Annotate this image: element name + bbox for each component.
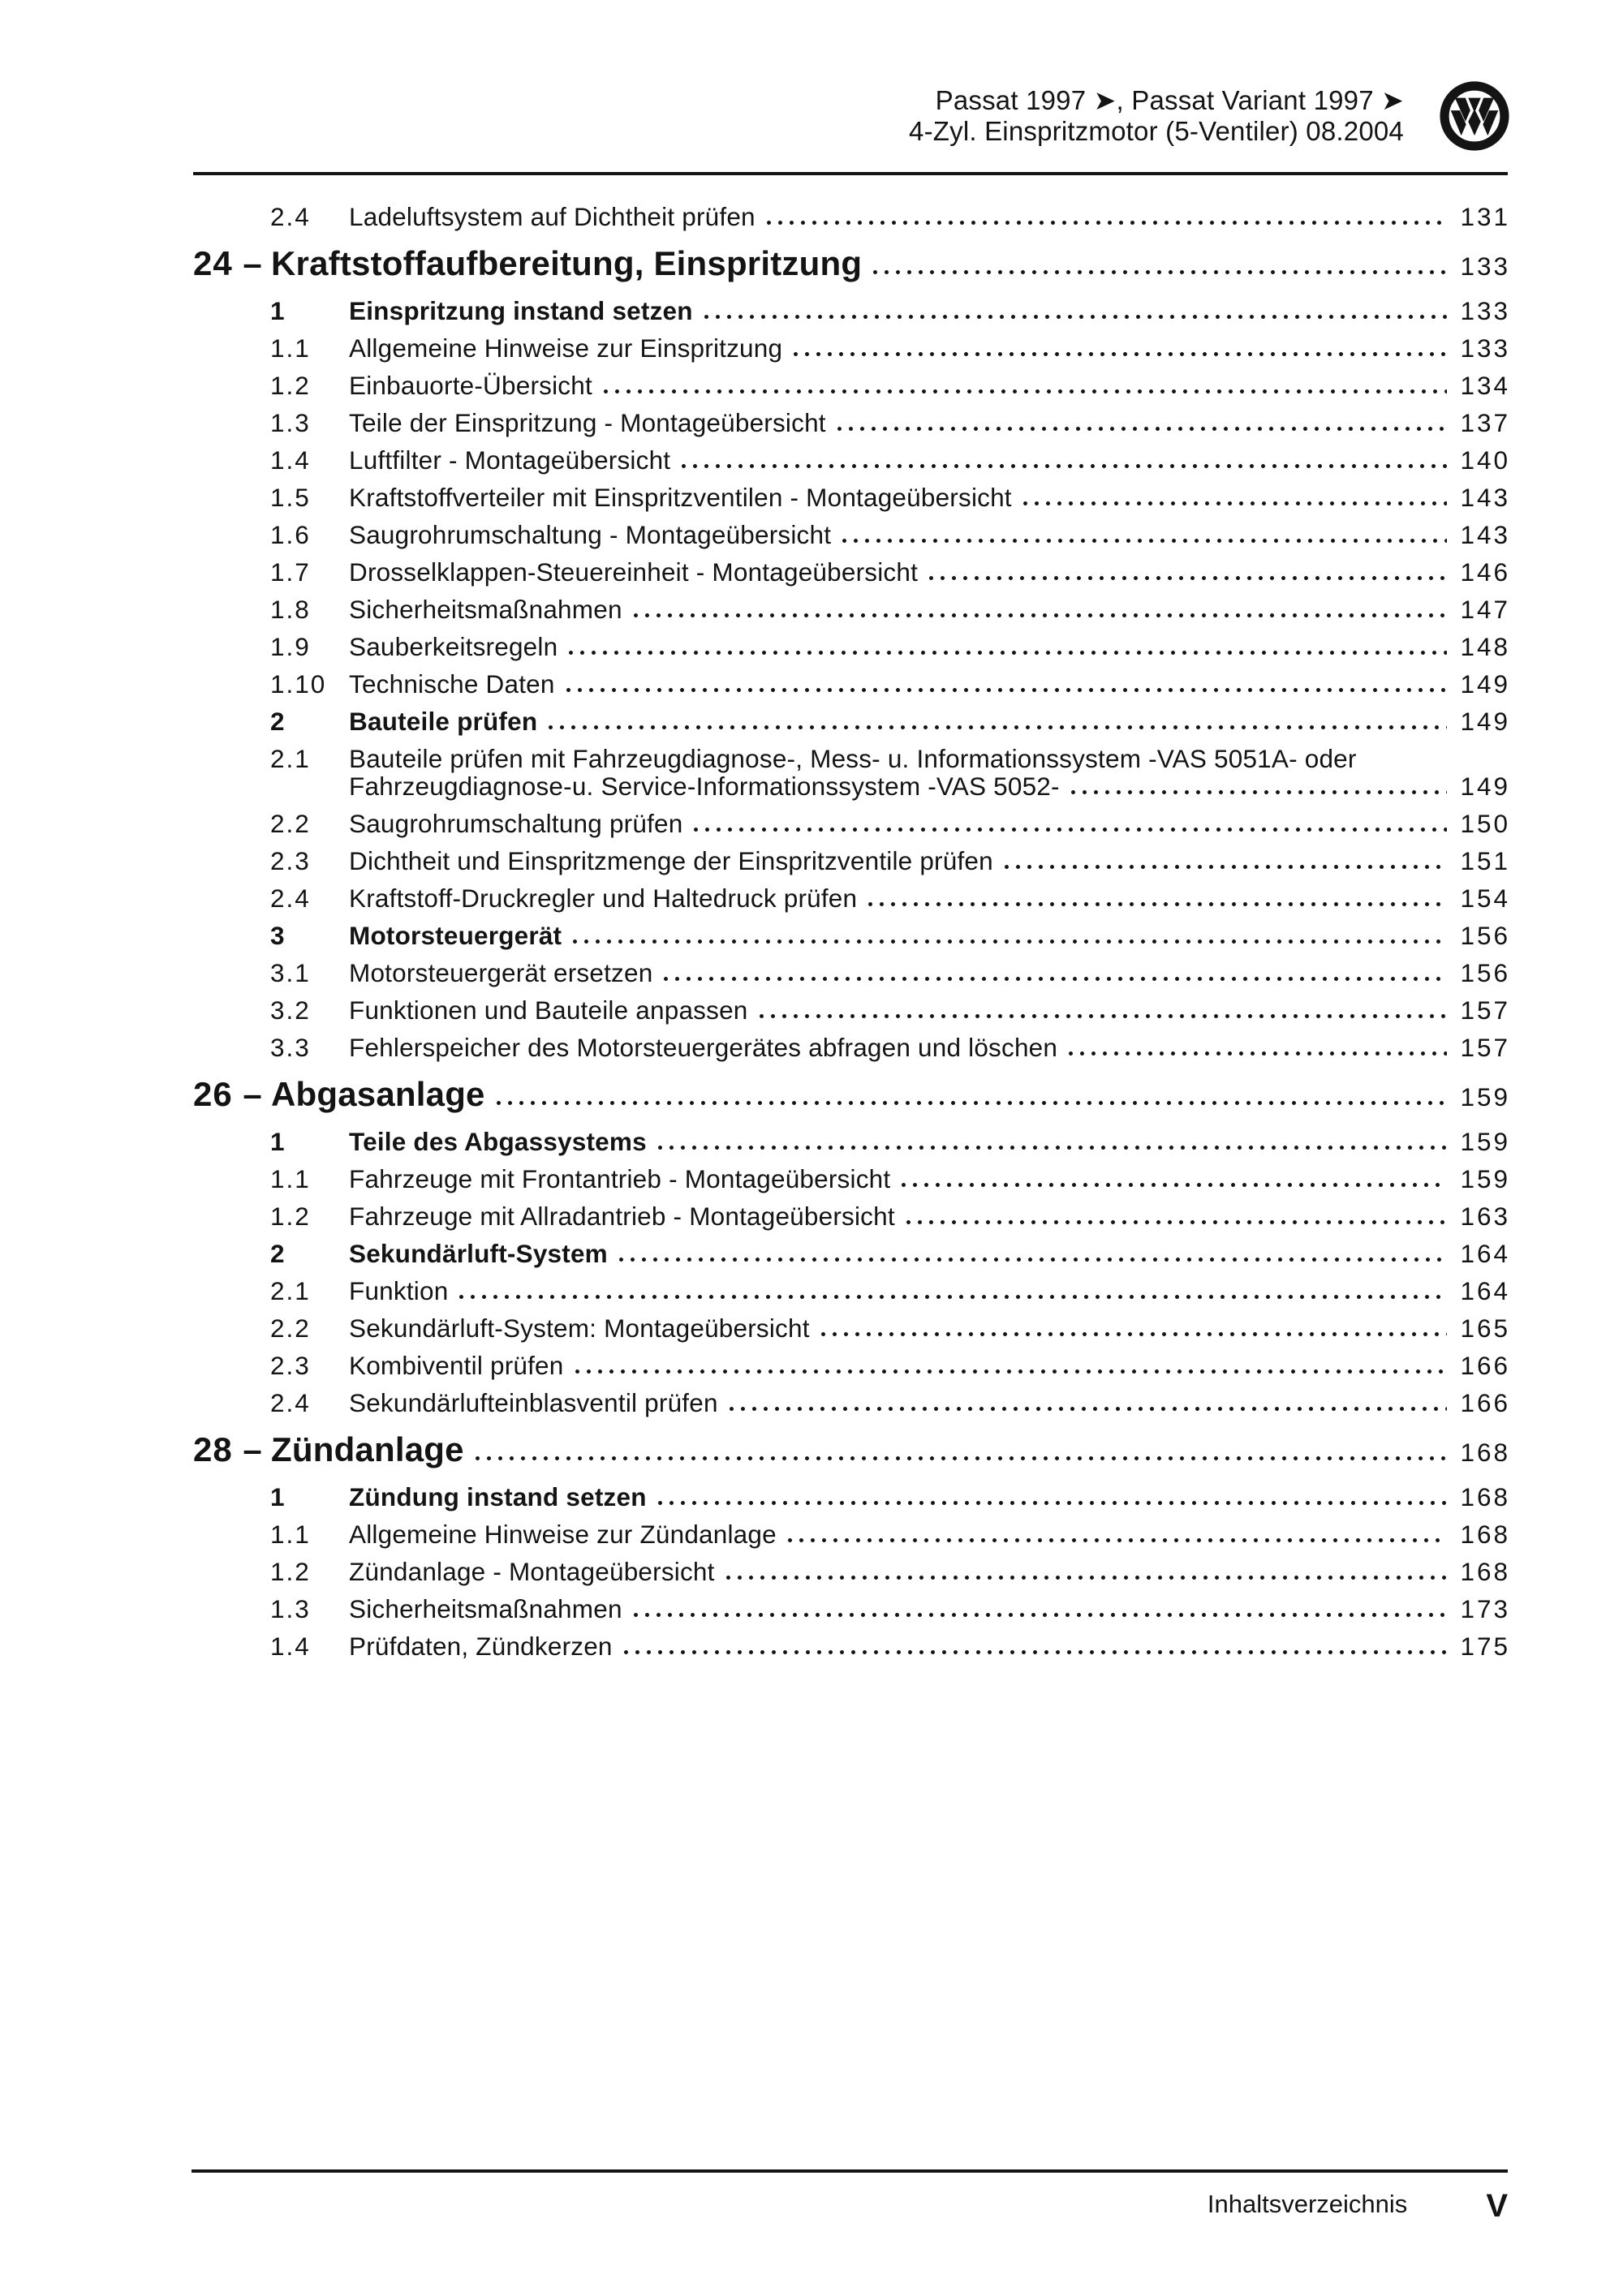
- toc-entry-number: 1: [270, 1482, 286, 1511]
- toc-entry[interactable]: [193, 1314, 1508, 1342]
- dot-leader: [694, 827, 1447, 832]
- toc-entry-number: 2.4: [270, 884, 311, 913]
- toc-entry[interactable]: [193, 372, 1508, 399]
- toc-entry[interactable]: [193, 633, 1508, 660]
- toc-entry-number: 1.4: [270, 445, 311, 475]
- toc-entry-number: 1.2: [270, 371, 311, 400]
- toc-entry-title: Sekundärluft-System: Montageübersicht: [349, 1314, 810, 1343]
- toc-entry-title: Motorsteuergerät ersetzen: [349, 958, 653, 987]
- toc-entry-body: [271, 1431, 1508, 1471]
- toc-entry-page: 133: [1460, 252, 1510, 281]
- page-footer: [192, 2169, 1508, 2224]
- dot-leader: [459, 1294, 1447, 1300]
- toc-entry-page: 168: [1460, 1438, 1510, 1467]
- toc-entry[interactable]: [193, 1165, 1508, 1193]
- toc-entry[interactable]: [193, 1595, 1508, 1623]
- dot-leader: [476, 1455, 1448, 1461]
- toc-entry-page: 143: [1460, 483, 1510, 512]
- dot-leader: [837, 426, 1448, 432]
- toc-entry-number: 1.2: [270, 1557, 311, 1586]
- toc-entry-title: Sicherheitsmaßnahmen: [349, 1594, 622, 1623]
- toc-entry-number: 1.9: [270, 632, 311, 661]
- toc-entry-page: 137: [1460, 408, 1510, 437]
- toc-entry-title: Fahrzeuge mit Frontantrieb - Montageübersicht: [349, 1164, 891, 1193]
- toc-entry-page: 143: [1460, 520, 1510, 549]
- toc-entry-body: [349, 922, 1508, 949]
- header-title: [909, 85, 1404, 147]
- dot-leader: [760, 1013, 1448, 1019]
- toc-entry-number: 3.1: [270, 958, 311, 987]
- toc-entry[interactable]: [193, 334, 1508, 362]
- toc-entry-page: 134: [1460, 371, 1510, 400]
- toc-entry-body: [349, 297, 1508, 325]
- toc-entry-body: [349, 670, 1508, 698]
- toc-entry-body: [349, 1240, 1508, 1267]
- toc-entry-title: Einbauorte-Übersicht: [349, 371, 592, 400]
- toc-entry-title: Dichtheit und Einspritzmenge der Einspritzventile prüfen: [349, 846, 993, 875]
- toc-entry-body: [349, 558, 1508, 586]
- toc-entry-page: 151: [1460, 846, 1510, 875]
- dot-leader: [873, 269, 1447, 275]
- toc-entry[interactable]: [193, 884, 1508, 912]
- toc-entry-body: [349, 1202, 1508, 1230]
- toc-entry-page: 159: [1460, 1164, 1510, 1193]
- toc-entry-number: 3.2: [270, 995, 311, 1025]
- dot-leader: [1023, 501, 1448, 506]
- toc-entry-number: 26 –: [193, 1075, 263, 1113]
- toc-entry[interactable]: [193, 1076, 1508, 1116]
- toc-entry-page: 164: [1460, 1239, 1510, 1268]
- toc-entry-title: Motorsteuergerät: [349, 921, 562, 950]
- toc-entry-number: 1.8: [270, 595, 311, 624]
- toc-entry[interactable]: [193, 1431, 1508, 1471]
- toc-entry-number: 2.2: [270, 809, 311, 838]
- toc-entry-number: 1.1: [270, 1520, 311, 1549]
- footer-label: Inhaltsverzeichnis: [1207, 2190, 1408, 2218]
- toc-entry-page: 166: [1460, 1351, 1510, 1380]
- footer-rule: [192, 2169, 1508, 2173]
- toc-entry-page: 168: [1460, 1557, 1510, 1586]
- dot-leader: [868, 901, 1447, 907]
- toc-entry-body: [349, 1352, 1508, 1379]
- dot-leader: [573, 939, 1447, 944]
- toc-entry-title: Abgasanlage: [271, 1075, 485, 1113]
- dot-leader: [929, 575, 1447, 581]
- toc-entry[interactable]: [193, 1034, 1508, 1061]
- toc-entry-title: Sekundärlufteinblasventil prüfen: [349, 1388, 718, 1417]
- dot-leader: [619, 1257, 1448, 1262]
- dot-leader: [604, 389, 1448, 394]
- dot-leader: [730, 1406, 1448, 1412]
- toc-entry-title: Teile der Einspritzung - Montageübersicht: [349, 408, 826, 437]
- toc-entry-title: Sekundärluft-System: [349, 1239, 608, 1268]
- dot-leader: [634, 1612, 1448, 1618]
- dot-leader: [658, 1500, 1448, 1506]
- toc-entry-page: 173: [1460, 1594, 1510, 1623]
- toc-entry-number: 1.6: [270, 520, 311, 549]
- toc-entry-title: Fahrzeuge mit Allradantrieb - Montageübersicht: [349, 1202, 895, 1231]
- dot-leader: [566, 687, 1448, 693]
- dot-leader: [658, 1145, 1448, 1150]
- toc-entry-body: [349, 484, 1508, 511]
- toc-entry-body: [271, 1076, 1508, 1116]
- toc-entry[interactable]: [193, 745, 1508, 800]
- toc-entry[interactable]: [193, 1128, 1508, 1155]
- toc-entry[interactable]: [193, 1632, 1508, 1660]
- toc-entry-body: [349, 1128, 1508, 1155]
- toc-entry-number: 24 –: [193, 244, 263, 282]
- toc-entry-number: 2: [270, 1239, 286, 1268]
- toc-entry-number: 1.4: [270, 1632, 311, 1661]
- toc-entry-number: 2: [270, 707, 286, 736]
- dot-leader: [569, 650, 1447, 656]
- toc-entry-title: Fehlerspeicher des Motorsteuergerätes abfragen und löschen: [349, 1033, 1058, 1062]
- toc-entry-body: [349, 1520, 1508, 1548]
- page-header: [0, 0, 1623, 151]
- toc-entry-body: [349, 1558, 1508, 1585]
- toc-entry-page: 140: [1460, 445, 1510, 475]
- toc-entry-page: 157: [1460, 1033, 1510, 1062]
- toc-entry-page: 164: [1460, 1276, 1510, 1305]
- toc-entry[interactable]: [193, 297, 1508, 325]
- toc-entry-number: 1.3: [270, 408, 311, 437]
- toc-entry-body: [349, 1277, 1508, 1305]
- toc-entry-page: 154: [1460, 884, 1510, 913]
- toc-entry-page: 156: [1460, 921, 1510, 950]
- toc-entry-page: 168: [1460, 1482, 1510, 1511]
- dot-leader: [767, 220, 1448, 226]
- dot-leader: [906, 1219, 1448, 1225]
- dot-leader: [1069, 1051, 1447, 1056]
- toc-entry-body: [349, 334, 1508, 362]
- toc-entry-body: [349, 884, 1508, 912]
- toc-entry-number: 2.1: [270, 1276, 311, 1305]
- dot-leader: [1005, 864, 1448, 870]
- toc-entry-body: [349, 1165, 1508, 1193]
- toc-entry-title: Kombiventil prüfen: [349, 1351, 564, 1380]
- toc-entry-title: Drosselklappen-Steuereinheit - Montageübersicht: [349, 557, 919, 587]
- toc-entry-page: 150: [1460, 809, 1510, 838]
- toc-entry[interactable]: [193, 996, 1508, 1024]
- toc-entry-title: Luftfilter - Montageübersicht: [349, 445, 671, 475]
- toc-entry-number: 1.2: [270, 1202, 311, 1231]
- toc-entry-title: Funktionen und Bauteile anpassen: [349, 995, 748, 1025]
- toc-entry[interactable]: [193, 1277, 1508, 1305]
- toc-entry-page: 146: [1460, 557, 1510, 587]
- toc-entry-body: [349, 810, 1508, 837]
- toc-entry-body: [349, 409, 1508, 436]
- toc-entry-page: 166: [1460, 1388, 1510, 1417]
- toc-entry[interactable]: [193, 409, 1508, 436]
- toc-entry[interactable]: [193, 484, 1508, 511]
- toc-entry-number: 1.3: [270, 1594, 311, 1623]
- toc-entry-title: Zündanlage - Montageübersicht: [349, 1557, 715, 1586]
- toc-entry-title: Prüfdaten, Zündkerzen: [349, 1632, 613, 1661]
- toc-entry-body: [349, 996, 1508, 1024]
- toc-entry-number: 1: [270, 296, 286, 325]
- dot-leader: [1071, 789, 1448, 795]
- toc-entry-title: Kraftstoff-Druckregler und Haltedruck prüfen: [349, 884, 858, 913]
- dot-leader: [794, 351, 1447, 357]
- toc-entry-page: 149: [1460, 669, 1510, 699]
- toc-entry[interactable]: [193, 922, 1508, 949]
- toc-entry-body: [349, 595, 1508, 623]
- toc-entry-page: 148: [1460, 632, 1510, 661]
- header-title-line1: Passat 1997 ➤, Passat Variant 1997 ➤: [935, 85, 1404, 115]
- dot-leader: [634, 613, 1448, 618]
- toc-entry-page: 131: [1460, 202, 1510, 231]
- toc-entry[interactable]: [193, 707, 1508, 735]
- toc-entry[interactable]: [193, 1520, 1508, 1548]
- dot-leader: [821, 1331, 1448, 1337]
- dot-leader: [726, 1575, 1448, 1580]
- toc-list: [0, 175, 1623, 1660]
- toc-entry-body: [349, 521, 1508, 548]
- toc-entry[interactable]: [193, 1352, 1508, 1379]
- toc-entry-title: Ladeluftsystem auf Dichtheit prüfen: [349, 202, 756, 231]
- dot-leader: [497, 1100, 1448, 1106]
- toc-entry-page: 156: [1460, 958, 1510, 987]
- dot-leader: [842, 538, 1447, 544]
- toc-entry-title: Fahrzeugdiagnose-u. Service-Informationssystem -VAS 5052-: [349, 772, 1060, 801]
- toc-entry[interactable]: [193, 847, 1508, 875]
- toc-entry-body: [349, 1034, 1508, 1061]
- toc-entry[interactable]: [193, 670, 1508, 698]
- toc-entry-title: Allgemeine Hinweise zur Zündanlage: [349, 1520, 777, 1549]
- toc-entry-body: [349, 446, 1508, 474]
- toc-entry-body: [349, 1483, 1508, 1511]
- toc-entry-title: Kraftstoffverteiler mit Einspritzventilen - Montageübersicht: [349, 483, 1012, 512]
- toc-entry-body: [349, 847, 1508, 875]
- toc-entry[interactable]: [193, 1558, 1508, 1585]
- toc-entry[interactable]: [193, 1389, 1508, 1417]
- toc-entry-title: Sicherheitsmaßnahmen: [349, 595, 622, 624]
- toc-entry-title: Teile des Abgassystems: [349, 1127, 647, 1156]
- toc-entry-page: 159: [1460, 1082, 1510, 1111]
- header-title-line2: 4-Zyl. Einspritzmotor (5-Ventiler) 08.2004: [909, 116, 1404, 146]
- toc-entry-number: 3: [270, 921, 286, 950]
- toc-entry-number: 2.1: [270, 744, 311, 773]
- toc-entry-number: 1.5: [270, 483, 311, 512]
- dot-leader: [704, 314, 1448, 320]
- toc-entry-title: Technische Daten: [349, 669, 555, 699]
- toc-entry-page: 147: [1460, 595, 1510, 624]
- toc-entry-page: 133: [1460, 333, 1510, 363]
- toc-entry-title: Kraftstoffaufbereitung, Einspritzung: [271, 244, 863, 282]
- toc-entry[interactable]: [193, 521, 1508, 548]
- toc-entry[interactable]: [193, 1483, 1508, 1511]
- toc-entry-page: 168: [1460, 1520, 1510, 1549]
- toc-entry-title: Allgemeine Hinweise zur Einspritzung: [349, 333, 783, 363]
- footer-page-number: V: [1486, 2188, 1508, 2224]
- vw-logo-icon: [1440, 81, 1509, 151]
- toc-entry-body: [349, 1314, 1508, 1342]
- dot-leader: [682, 463, 1447, 469]
- toc-entry-body: [349, 203, 1508, 230]
- toc-entry-page: 163: [1460, 1202, 1510, 1231]
- toc-entry-number: 1.1: [270, 1164, 311, 1193]
- toc-entry[interactable]: [193, 446, 1508, 474]
- toc-entry-title: Sauberkeitsregeln: [349, 632, 558, 661]
- toc-entry-page: 149: [1460, 707, 1510, 736]
- dot-leader: [549, 724, 1447, 730]
- dot-leader: [664, 976, 1447, 982]
- toc-entry-title: Funktion: [349, 1276, 449, 1305]
- toc-entry-number: 1.10: [270, 669, 327, 699]
- toc-entry[interactable]: [193, 959, 1508, 987]
- toc-entry[interactable]: [193, 203, 1508, 230]
- dot-leader: [902, 1182, 1447, 1188]
- toc-entry-number: 3.3: [270, 1033, 311, 1062]
- toc-entry-title: Bauteile prüfen mit Fahrzeugdiagnose-, Mess- u. Informationssystem -VAS 5051A- oder: [349, 744, 1357, 773]
- toc-entry-body: [349, 1595, 1508, 1623]
- toc-entry-number: 1.7: [270, 557, 311, 587]
- toc-entry-title: Zündanlage: [271, 1430, 464, 1468]
- dot-leader: [575, 1369, 1448, 1374]
- toc-entry-title: Zündung instand setzen: [349, 1482, 647, 1511]
- toc-entry-body: [349, 959, 1508, 987]
- toc-entry-body: [349, 372, 1508, 399]
- toc-entry-page: 165: [1460, 1314, 1510, 1343]
- toc-entry-page: 157: [1460, 995, 1510, 1025]
- toc-entry[interactable]: [193, 245, 1508, 285]
- toc-entry-number: 2.3: [270, 846, 311, 875]
- toc-entry-body: [349, 633, 1508, 660]
- toc-entry-page: 159: [1460, 1127, 1510, 1156]
- toc-entry[interactable]: [193, 1240, 1508, 1267]
- toc-entry-page: 175: [1460, 1632, 1510, 1661]
- toc-entry[interactable]: [193, 558, 1508, 586]
- toc-entry[interactable]: [193, 1202, 1508, 1230]
- dot-leader: [624, 1649, 1448, 1655]
- toc-entry-number: 28 –: [193, 1430, 263, 1468]
- toc-entry[interactable]: [193, 595, 1508, 623]
- toc-entry-title: Einspritzung instand setzen: [349, 296, 693, 325]
- toc-entry-number: 1.1: [270, 333, 311, 363]
- toc-entry-page: 133: [1460, 296, 1510, 325]
- toc-entry-number: 2.3: [270, 1351, 311, 1380]
- toc-entry-page: 149: [1460, 772, 1510, 801]
- toc-entry-body: [349, 707, 1508, 735]
- toc-entry-body: [271, 245, 1508, 285]
- toc-entry-body: [349, 1632, 1508, 1660]
- toc-entry-number: 2.2: [270, 1314, 311, 1343]
- toc-entry-number: 2.4: [270, 202, 311, 231]
- toc-entry-number: 1: [270, 1127, 286, 1156]
- toc-entry-number: 2.4: [270, 1388, 311, 1417]
- toc-entry[interactable]: [193, 810, 1508, 837]
- toc-entry-title: Saugrohrumschaltung - Montageübersicht: [349, 520, 832, 549]
- toc-entry-body: [349, 745, 1508, 800]
- toc-entry-body: [349, 1389, 1508, 1417]
- toc-entry-title: Bauteile prüfen: [349, 707, 538, 736]
- toc-entry-title: Saugrohrumschaltung prüfen: [349, 809, 683, 838]
- dot-leader: [788, 1537, 1448, 1543]
